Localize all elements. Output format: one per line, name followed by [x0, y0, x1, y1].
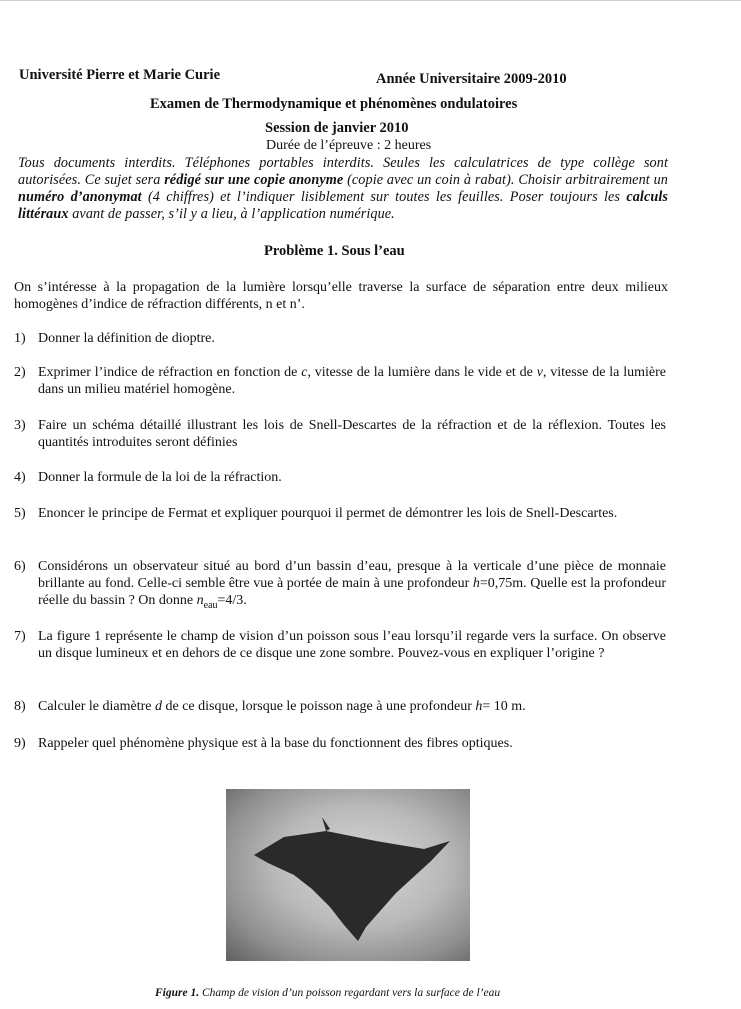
var-d: d	[155, 699, 162, 714]
var-n-subscript: eau	[203, 599, 218, 611]
instructions-paragraph	[18, 155, 668, 223]
question-text: Rappeler quel phénomène physique est à la base du fonctionnent des fibres optiques.	[38, 736, 513, 751]
question-number: 9)	[14, 736, 26, 751]
var-h: h	[475, 699, 483, 714]
figure-1-photo	[226, 789, 470, 961]
figure-caption-label: Figure 1.	[155, 987, 200, 999]
question-text: Considérons un observateur situé au bord d’un bassin d’eau, presque à la verticale d’une pièce de monnaie brillante au fond. Celle-ci semble être vue à portée de main à une profondeur h=0,75m. Quelle est la profondeur réelle du bassin ? On donne $n_{eau}=4/3$.	[38, 559, 666, 611]
question-number: 7)	[14, 629, 26, 644]
question-text: Donner la définition de dioptre.	[38, 331, 215, 346]
question-number: 8)	[14, 699, 26, 714]
instructions-emphasis-copy: rédigé sur une copie anonyme	[164, 172, 344, 188]
figure-caption-text: Champ de vision d’un poisson regardant vers la surface de l’eau	[199, 987, 501, 999]
var-n: n	[196, 593, 204, 608]
figure-caption	[155, 987, 500, 999]
var-c: c	[301, 365, 308, 380]
question-text: Enoncer le principe de Fermat et expliquer pourquoi il permet de démontrer les lois de Snell-Descartes.	[38, 506, 618, 521]
question-number: 6)	[14, 559, 26, 574]
exam-duration: Durée de l’épreuve : 2 heures	[266, 138, 432, 153]
problem-title: Problème 1. Sous l’eau	[264, 243, 405, 259]
instructions-text: (4 chiffres) et l’indiquer lisiblement sur toutes les feuilles. Poser toujours les	[141, 189, 627, 205]
question-text: Donner la formule de la loi de la réfraction.	[38, 470, 282, 485]
question-text: La figure 1 représente le champ de vision d’un poisson sous l’eau lorsqu’il regarde vers la surface. On observe un disque lumineux et en dehors de ce disque une zone sombre. Pouvez-vous en expliquer l’origine ?	[38, 629, 666, 661]
question-text: Faire un schéma détaillé illustrant les lois de Snell-Descartes de la réfraction et de la réflexion. Toutes les quantités introduites seront définies	[38, 418, 666, 450]
var-v: v	[536, 365, 543, 380]
manta-ray-silhouette	[226, 789, 470, 961]
question-number: 1)	[14, 331, 26, 346]
academic-year: Année Universitaire 2009-2010	[376, 71, 567, 87]
instructions-text: avant de passer, s’il y a lieu, à l’application numérique.	[68, 206, 395, 222]
problem-intro: On s’intéresse à la propagation de la lumière lorsqu’elle traverse la surface de séparation entre deux milieux homogènes d’indice de réfraction différents, n et n’.	[14, 280, 668, 312]
page-top-edge	[0, 0, 741, 1]
exam-title: Examen de Thermodynamique et phénomènes ondulatoires	[150, 96, 518, 112]
question-text: Calculer le diamètre d de ce disque, lorsque le poisson nage à une profondeur h= 10 m.	[38, 699, 526, 714]
instructions-text: (copie avec un coin à rabat). Choisir arbitrairement un	[343, 172, 668, 188]
instructions-text: Tous documents interdits. Téléphones portables interdits. Seules les calculatrices de type collège sont autorisées. Ce sujet sera	[18, 155, 668, 188]
instructions-emphasis-number: numéro d’anonymat	[18, 189, 142, 205]
question-number: 3)	[14, 418, 26, 433]
question-number: 4)	[14, 470, 26, 485]
instructions-emphasis-calculs: calculs littéraux	[18, 189, 668, 222]
question-number: 2)	[14, 365, 26, 380]
university-name: Université Pierre et Marie Curie	[19, 67, 221, 83]
var-h: h	[472, 576, 480, 591]
question-text: Exprimer l’indice de réfraction en fonction de c, vitesse de la lumière dans le vide et de v, vitesse de la lumière dans un milieu matériel homogène.	[38, 365, 666, 397]
session-date: Session de janvier 2010	[265, 120, 409, 136]
question-number: 5)	[14, 506, 26, 521]
